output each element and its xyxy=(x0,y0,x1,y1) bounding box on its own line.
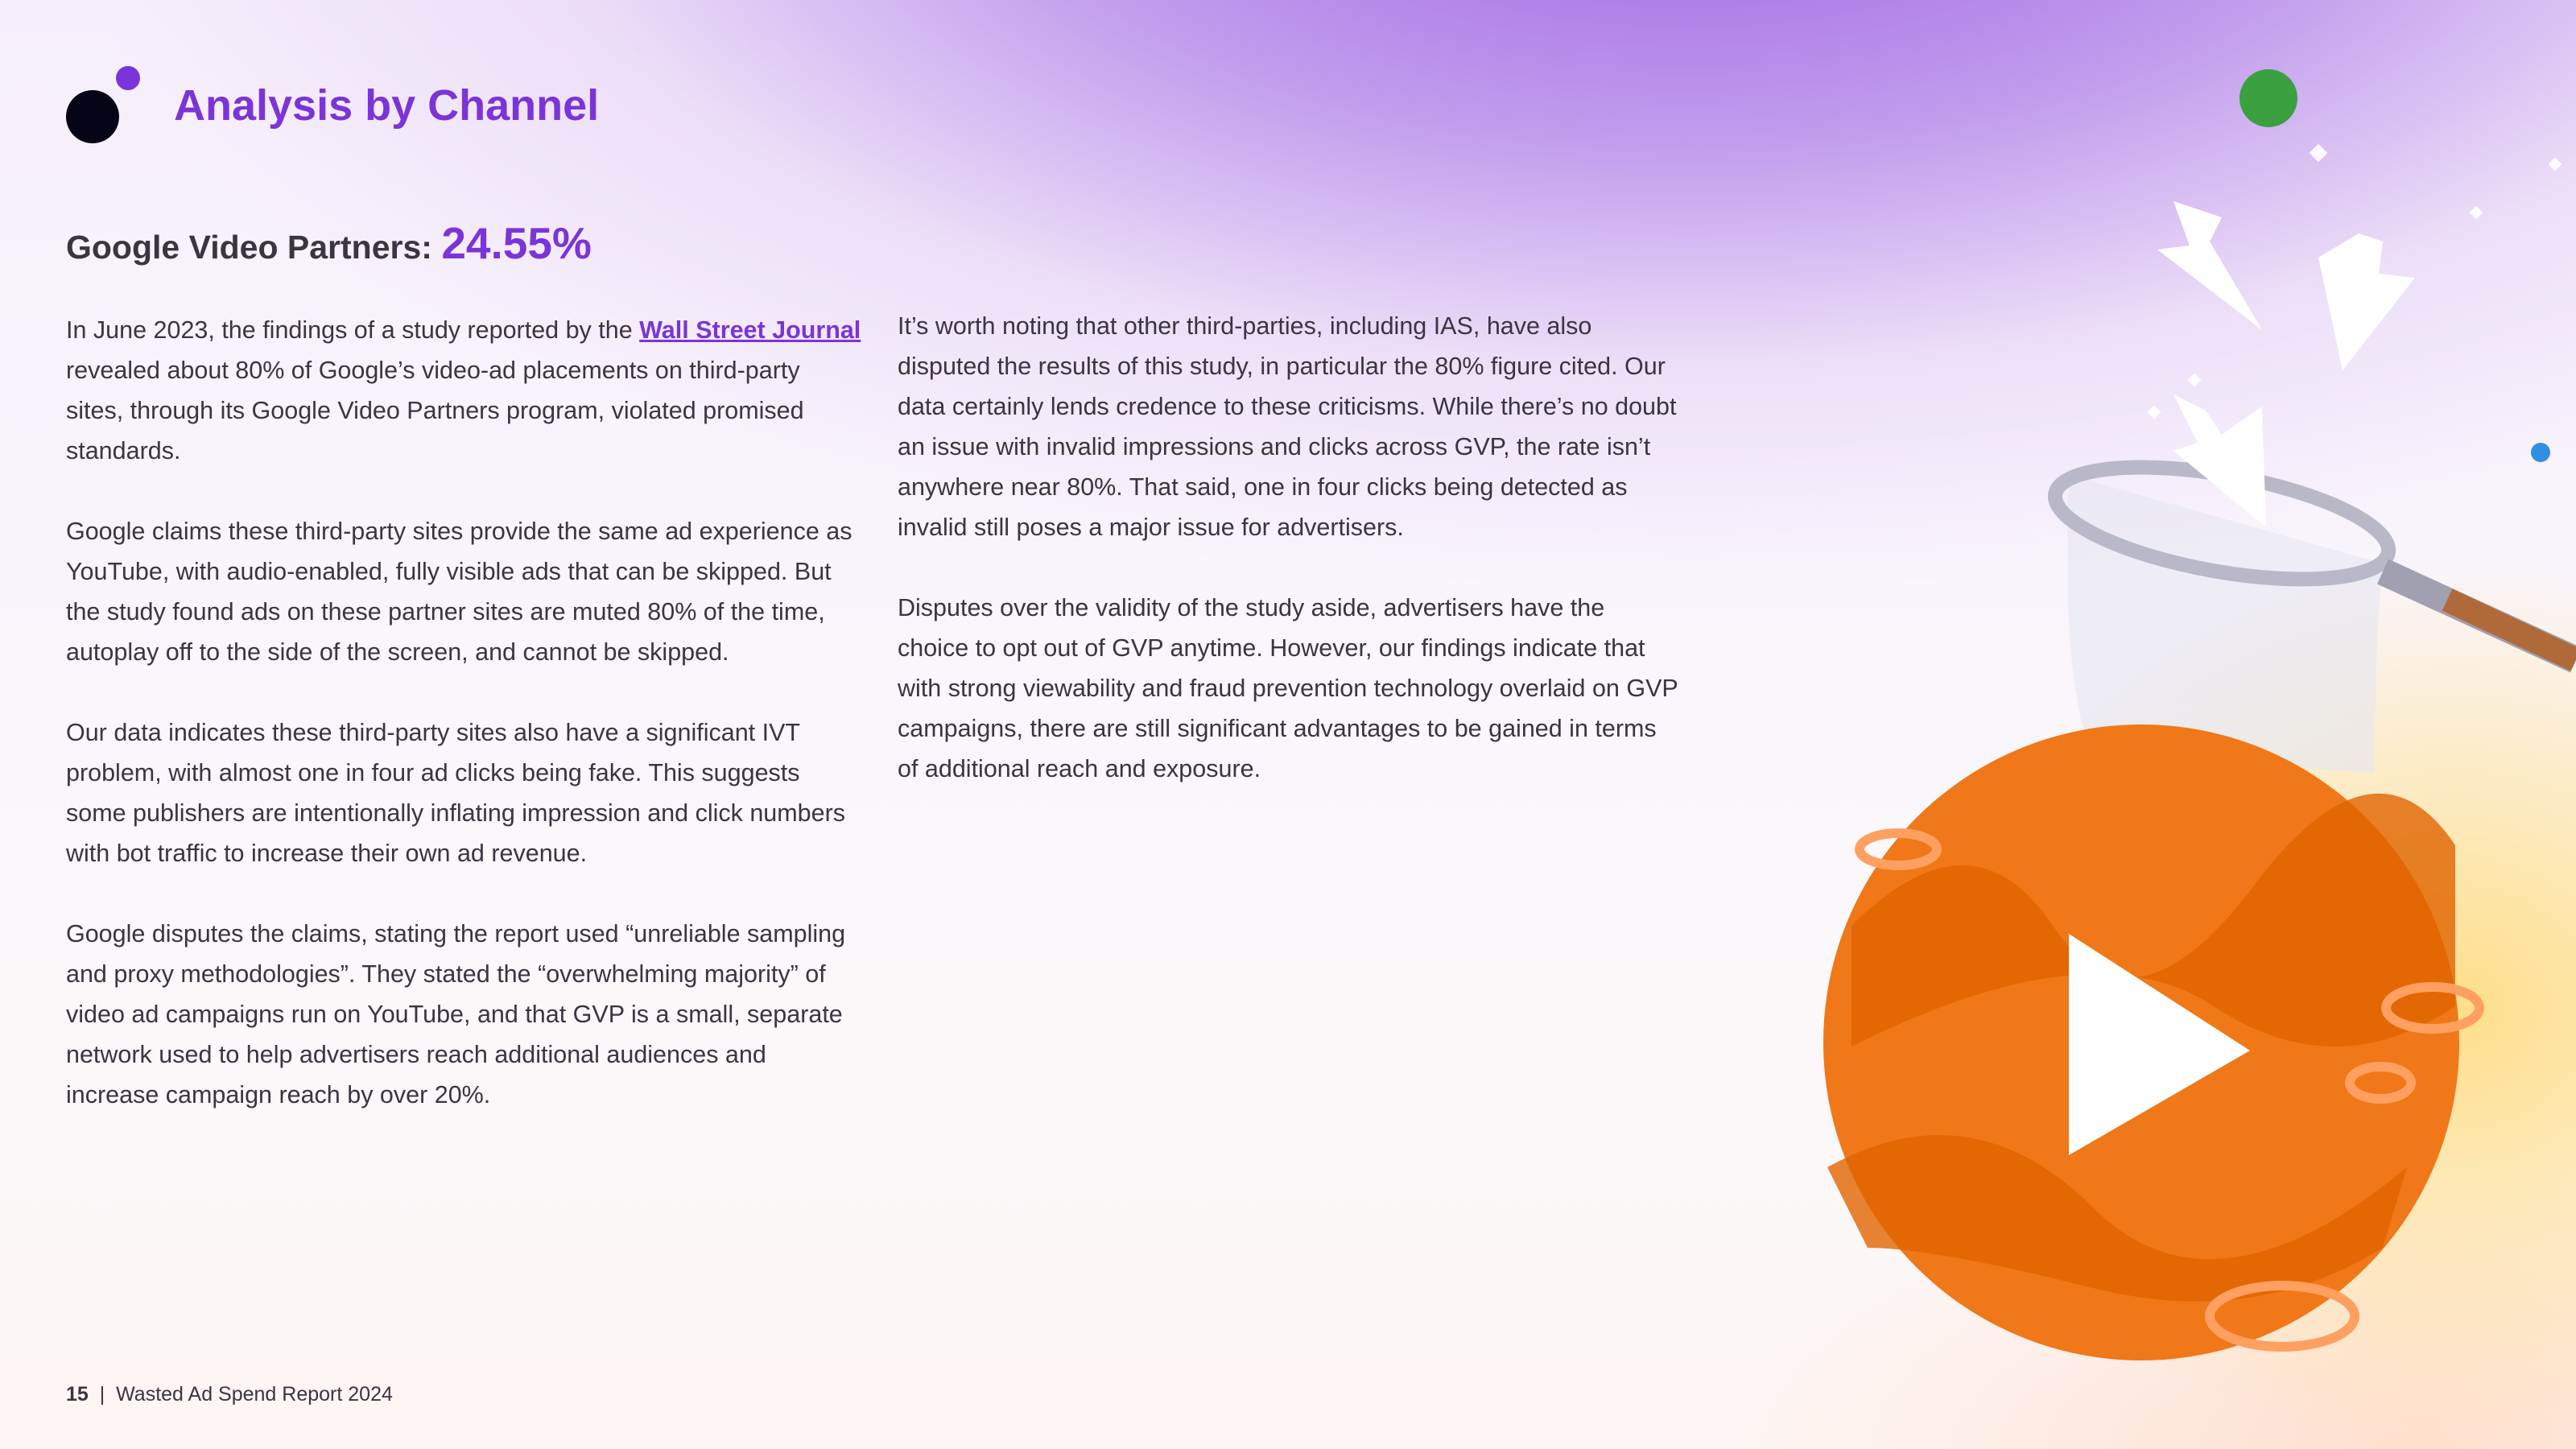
paragraph-text: revealed about 80% of Google’s video-ad placements on third-party sites, through its Google Video Partners program, violated promised standards. xyxy=(66,357,804,464)
blue-dot-icon xyxy=(2531,443,2550,462)
net-icon xyxy=(2047,446,2576,773)
logo-dot-large xyxy=(66,90,119,143)
wsj-link[interactable]: Wall Street Journal xyxy=(639,316,861,344)
report-name: Wasted Ad Spend Report 2024 xyxy=(116,1383,393,1406)
paragraph: It’s worth noting that other third-parties, including IAS, have also disputed the results of this study, in particular the 80% figure cited. Our data certainly lends credence to these criticisms. While there’s no doubt an issue with invalid impressions and clicks across GVP, the rate isn’t anywhere near 80%. That said, one in four clicks being detected as invalid still poses a major issue for advertisers. xyxy=(898,312,1677,541)
paragraph: Google disputes the claims, stating the report used “unreliable sampling and proxy methodologies”. They stated the “overwhelming majority” of video ad campaigns run on YouTube, and that GVP is a small, separate network used to help advertisers reach additional audiences and increase campaign reach by over 20%. xyxy=(66,920,846,1108)
section-label: Google Video Partners: xyxy=(66,229,432,266)
footer-separator: | xyxy=(99,1383,105,1406)
illustration-net-catching-cursors xyxy=(1771,0,2576,1449)
paragraph: Disputes over the validity of the study aside, advertisers have the choice to opt out of GVP anytime. However, our findings indicate that with strong viewability and fraud prevention technology overlaid on GVP campaigns, there are still significant advantages to be gained in terms of additional reach and exposure. xyxy=(898,594,1678,782)
paragraph xyxy=(66,310,863,471)
section-value: 24.55% xyxy=(441,218,592,268)
text-column-right xyxy=(898,306,1678,829)
logo-dot-small xyxy=(116,66,140,90)
green-planet-icon xyxy=(2240,69,2297,127)
paragraph: Our data indicates these third-party sites also have a significant IVT problem, with almost one in four ad clicks being fake. This suggests some publishers are intentionally inflating impression and click numbers with bot traffic to increase their own ad revenue. xyxy=(66,719,846,867)
cursor-icons xyxy=(2157,201,2415,527)
section-heading xyxy=(66,217,592,269)
page-number: 15 xyxy=(66,1383,89,1406)
paragraph-text: In June 2023, the findings of a study reported by the xyxy=(66,316,640,344)
text-column-left xyxy=(66,310,863,1155)
footer xyxy=(66,1383,393,1406)
paragraph: Google claims these third-party sites provide the same ad experience as YouTube, with audio-enabled, fully visible ads that can be skipped. But the study found ads on these partner sites are muted 80% of the time, autoplay off to the side of the screen, and cannot be skipped. xyxy=(66,518,852,666)
page-title: Analysis by Channel xyxy=(174,81,600,130)
video-play-planet-icon xyxy=(1823,724,2479,1360)
